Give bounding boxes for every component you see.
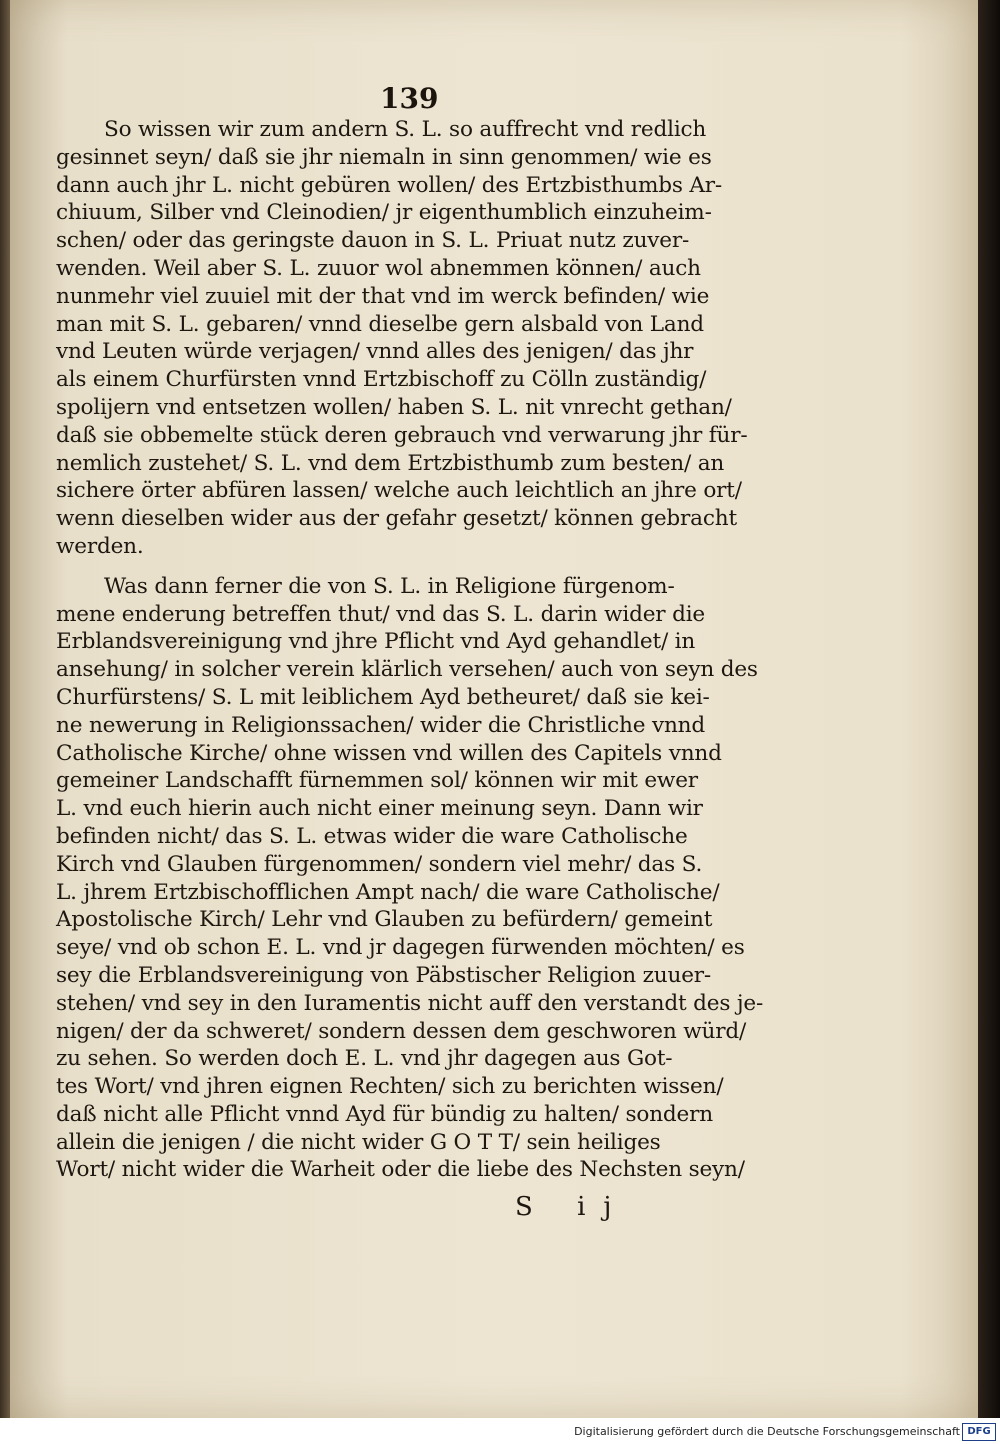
text-line: nemlich zustehet/ S. L. vnd dem Ertzbisthumb zum besten/ an	[56, 450, 725, 476]
signature-mark: S ij	[515, 1192, 630, 1222]
text-line: werden.	[56, 533, 144, 559]
text-line: ansehung/ in solcher verein klärlich versehen/ auch von seyn des	[56, 657, 758, 683]
text-line: spolijern vnd entsetzen wollen/ haben S. L. nit vnrecht gethan/	[56, 394, 732, 420]
text-line: daß sie obbemelte stück deren gebrauch vnd verwarung jhr für-	[56, 422, 748, 448]
text-line: ne newerung in Religionssachen/ wider die Christliche vnnd	[56, 712, 706, 738]
text-line: sey die Erblandsvereinigung von Päbstischer Religion zuuer-	[56, 962, 712, 988]
text-line: wenden. Weil aber S. L. zuuor wol abnemmen können/ auch	[56, 255, 701, 281]
paragraph-2	[56, 573, 764, 1185]
text-line: tes Wort/ vnd jhren eignen Rechten/ sich zu berichten wissen/	[56, 1074, 724, 1100]
text-line: allein die jenigen / die nicht wider G O T T/ sein heiliges	[56, 1129, 661, 1155]
body-text	[56, 116, 764, 1184]
text-line: zu sehen. So werden doch E. L. vnd jhr dagegen aus Got-	[56, 1046, 673, 1072]
text-line: wenn dieselben wider aus der gefahr gesetzt/ können gebracht	[56, 506, 737, 532]
text-line: L. vnd euch hierin auch nicht einer meinung seyn. Dann wir	[56, 796, 703, 822]
text-line: Apostolische Kirch/ Lehr vnd Glauben zu befürdern/ gemeint	[56, 907, 713, 933]
text-line: daß nicht alle Pflicht vnnd Ayd für bündig zu halten/ sondern	[56, 1101, 713, 1127]
text-line: vnd Leuten würde verjagen/ vnnd alles des jenigen/ das jhr	[56, 339, 694, 365]
text-line: Erblandsvereinigung vnd jhre Pflicht vnd Ayd gehandlet/ in	[56, 629, 696, 655]
text-line: Wort/ nicht wider die Warheit oder die liebe des Nechsten seyn/	[56, 1157, 745, 1183]
text-line: dann auch jhr L. nicht gebüren wollen/ des Ertzbisthumbs Ar-	[56, 172, 723, 198]
page-shadow-edge	[978, 0, 1000, 1418]
text-line: gemeiner Landschafft fürnemmen sol/ können wir mit ewer	[56, 768, 698, 794]
text-line: als einem Churfürsten vnnd Ertzbischoff zu Cölln zuständig/	[56, 367, 707, 393]
text-line: Catholische Kirche/ ohne wissen vnd willen des Capitels vnnd	[56, 740, 722, 766]
text-line: schen/ oder das geringste dauon in S. L. Priuat nutz zuver-	[56, 228, 690, 254]
footer-credit: Digitalisierung gefördert durch die Deutsche Forschungsgemeinschaft	[574, 1425, 960, 1438]
text-line: Was dann ferner die von S. L. in Religione fürgenom-	[104, 573, 675, 599]
text-line: nunmehr viel zuuiel mit der that vnd im werck befinden/ wie	[56, 283, 710, 309]
text-line: Kirch vnd Glauben fürgenommen/ sondern viel mehr/ das S.	[56, 851, 703, 877]
text-line: Churfürstens/ S. L mit leiblichem Ayd betheuret/ daß sie kei-	[56, 684, 710, 710]
text-line: mene enderung betreffen thut/ vnd das S. L. darin wider die	[56, 601, 705, 627]
text-line: gesinnet seyn/ daß sie jhr niemaln in sinn genommen/ wie es	[56, 144, 712, 170]
page-number: 139	[380, 82, 439, 115]
text-line: So wissen wir zum andern S. L. so auffrecht vnd redlich	[104, 117, 707, 142]
dfg-logo-icon: DFG	[962, 1423, 996, 1441]
text-line: sichere örter abfüren lassen/ welche auch leichtlich an jhre ort/	[56, 478, 742, 504]
paragraph-1	[56, 116, 746, 561]
text-line: stehen/ vnd sey in den Iuramentis nicht auff den verstandt des je-	[56, 990, 764, 1016]
text-line: chiuum, Silber vnd Cleinodien/ jr eigenthumblich einzuheim-	[56, 200, 712, 226]
text-line: L. jhrem Ertzbischofflichen Ampt nach/ die ware Catholische/	[56, 879, 720, 905]
text-line: nigen/ der da schweret/ sondern dessen dem geschworen würd/	[56, 1018, 747, 1044]
text-line: seye/ vnd ob schon E. L. vnd jr dagegen fürwenden möchten/ es	[56, 935, 745, 961]
book-binding-edge	[0, 0, 10, 1444]
text-line: befinden nicht/ das S. L. etwas wider die ware Catholische	[56, 823, 688, 849]
text-line: man mit S. L. gebaren/ vnnd dieselbe gern alsbald von Land	[56, 311, 704, 337]
